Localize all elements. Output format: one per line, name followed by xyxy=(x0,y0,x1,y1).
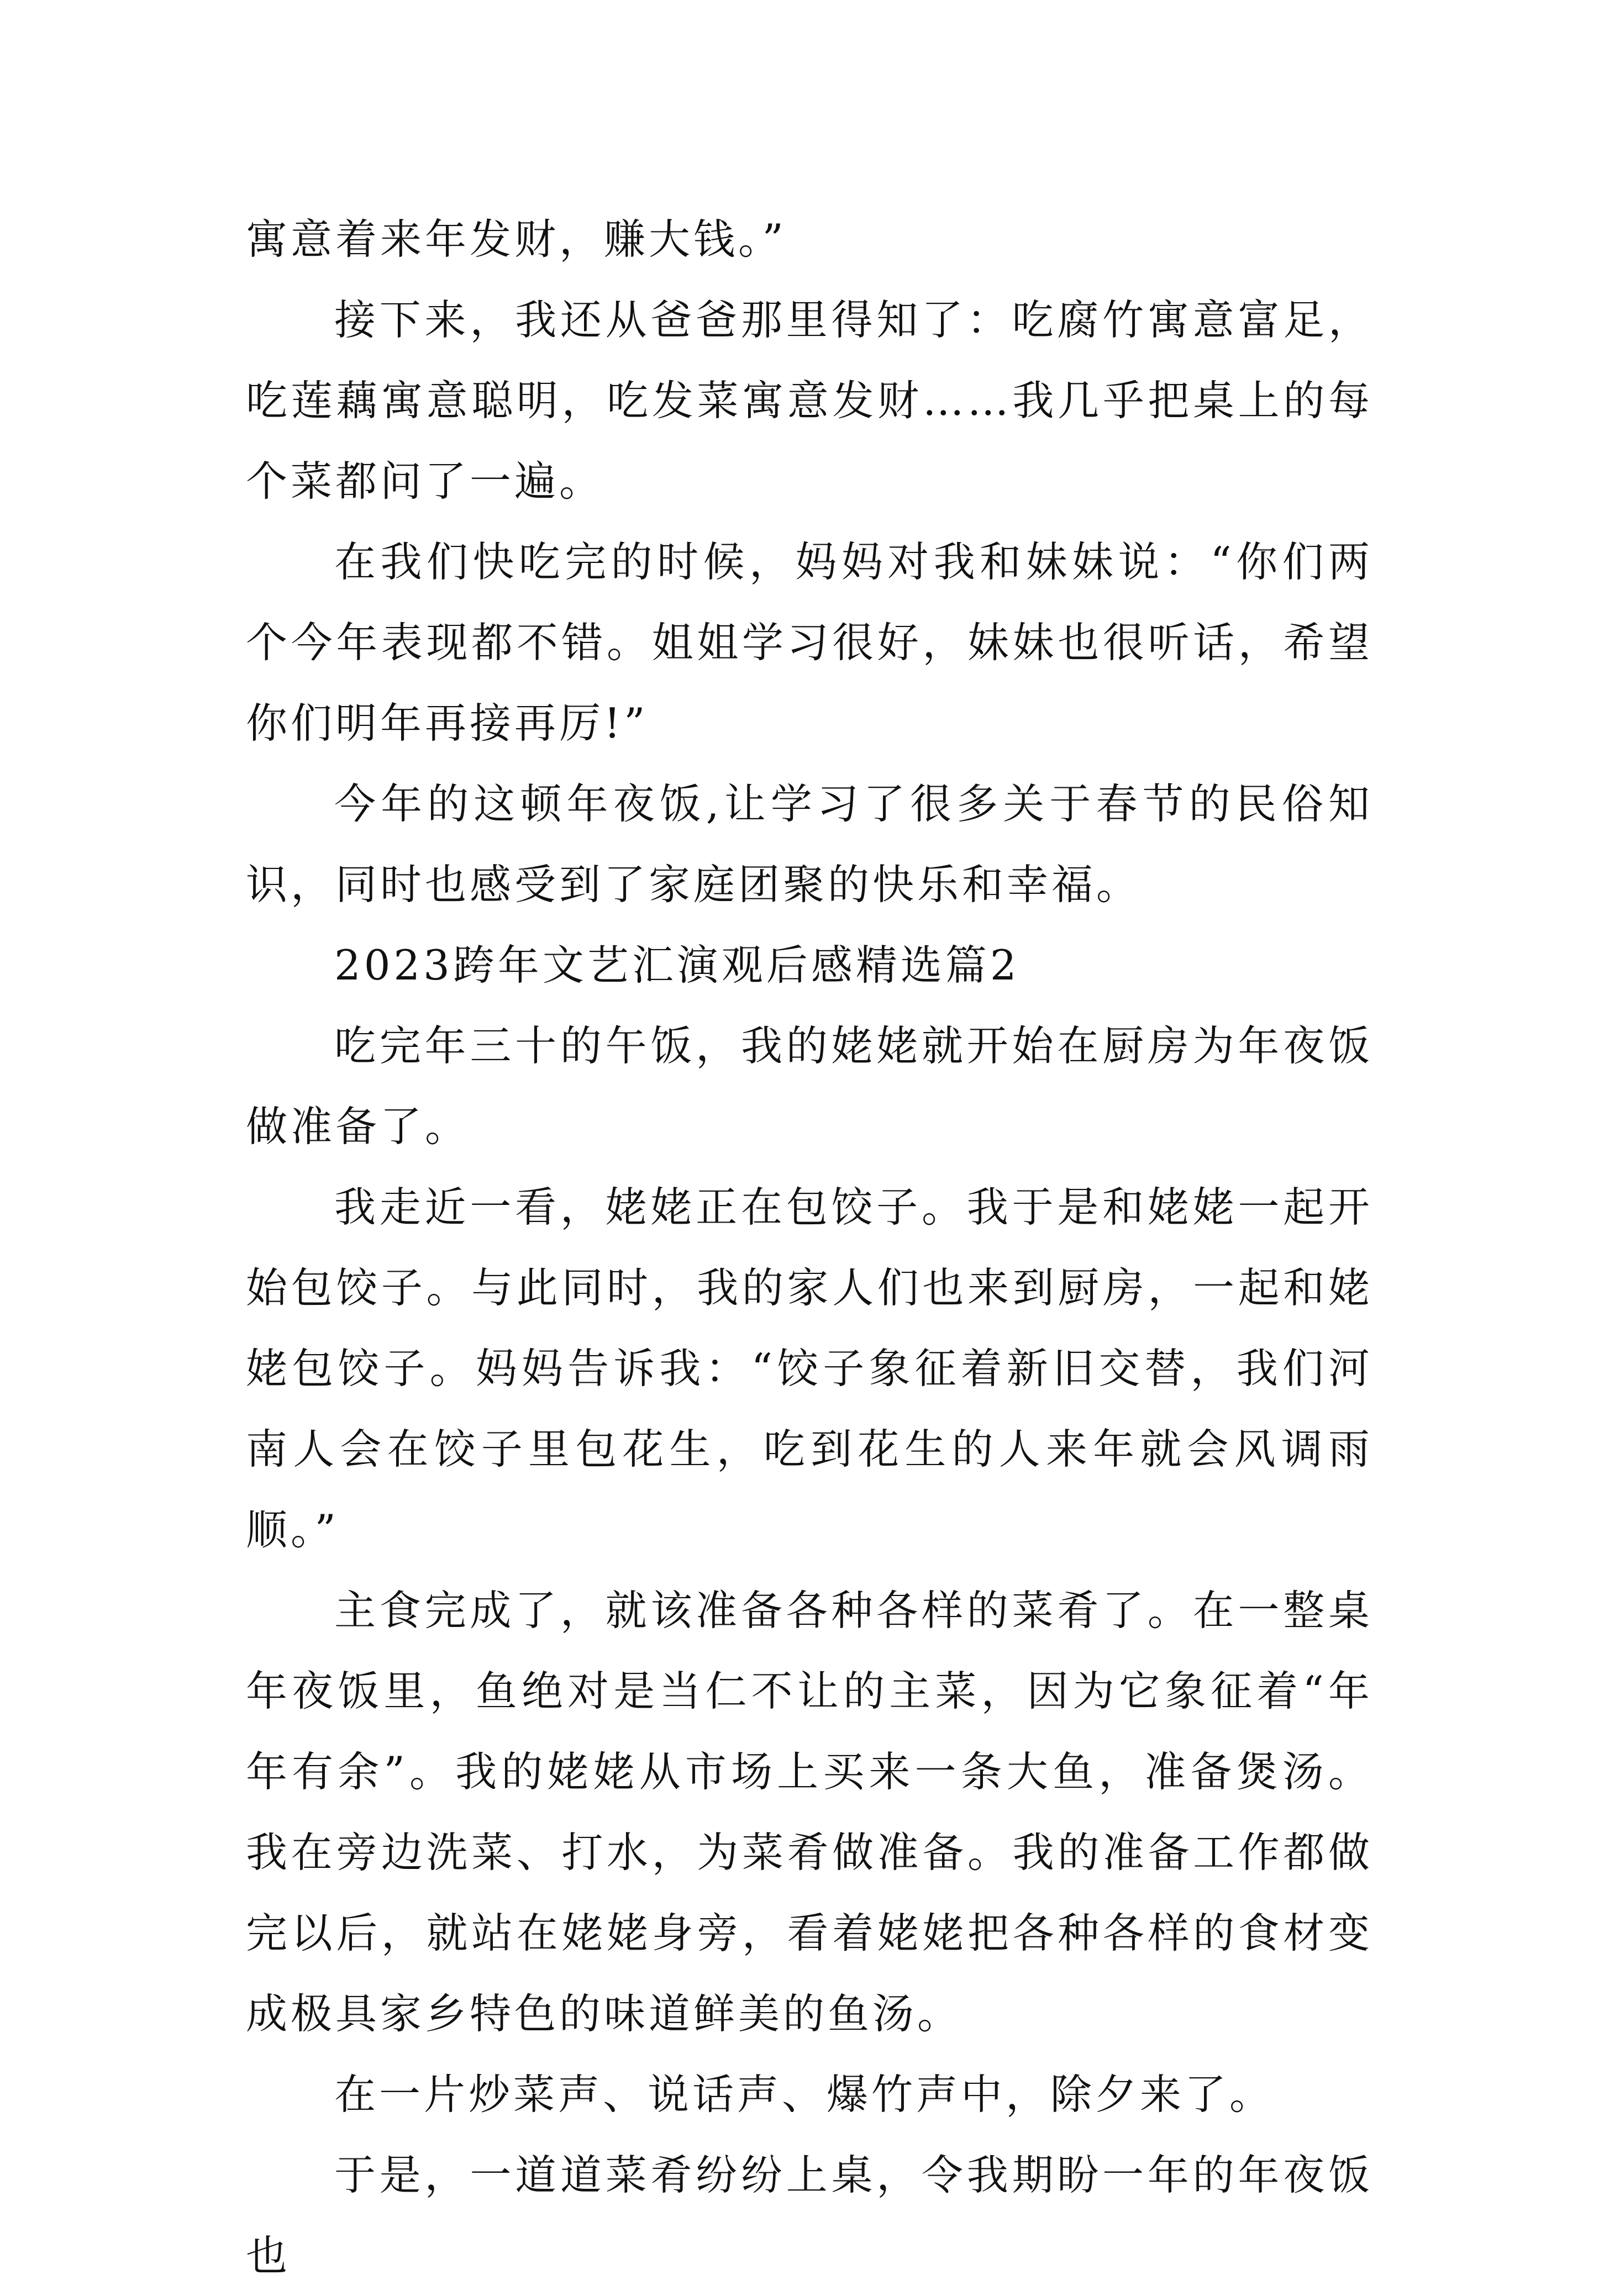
paragraph-7: 主食完成了，就该准备各种各样的菜肴了。在一整桌年夜饭里，鱼绝对是当仁不让的主菜，因为它象征着“年年有余”。我的姥姥从市场上买来一条大鱼，准备煲汤。我在旁边洗菜、打水，为菜肴做准备。我的准备工作都做完以后，就站在姥姥身旁，看着姥姥把各种各样的食材变成极具家乡特色的味道鲜美的鱼汤。 xyxy=(246,1586,1373,2038)
document-body xyxy=(246,199,1373,2296)
paragraph-5: 吃完年三十的午饭，我的姥姥就开始在厨房为年夜饭做准备了。 xyxy=(246,1021,1373,1151)
paragraph-1: 寓意着来年发财，赚大钱。” xyxy=(246,215,787,264)
paragraph-9: 于是，一道道菜肴纷纷上桌，令我期盼一年的年夜饭也 xyxy=(246,2151,1373,2280)
section-heading: 2023跨年文艺汇演观后感精选篇2 xyxy=(334,941,1020,989)
paragraph-6: 我走近一看，姥姥正在包饺子。我于是和姥姥一起开始包饺子。与此同时，我的家人们也来到厨房，一起和姥姥包饺子。妈妈告诉我：“饺子象征着新旧交替，我们河南人会在饺子里包花生，吃到花生的人来年就会风调雨顺。” xyxy=(246,1183,1373,1554)
paragraph-3: 在我们快吃完的时候，妈妈对我和妹妹说：“你们两个今年表现都不错。姐姐学习很好，妹妹也很听话，希望你们明年再接再厉!” xyxy=(246,538,1373,747)
paragraph-8: 在一片炒菜声、说话声、爆竹声中，除夕来了。 xyxy=(334,2070,1275,2119)
paragraph-4: 今年的这顿年夜饭,让学习了很多关于春节的民俗知识，同时也感受到了家庭团聚的快乐和幸福。 xyxy=(246,780,1373,909)
paragraph-2: 接下来，我还从爸爸那里得知了：吃腐竹寓意富足，吃莲藕寓意聪明，吃发菜寓意发财……我几乎把桌上的每个菜都问了一遍。 xyxy=(246,296,1373,505)
